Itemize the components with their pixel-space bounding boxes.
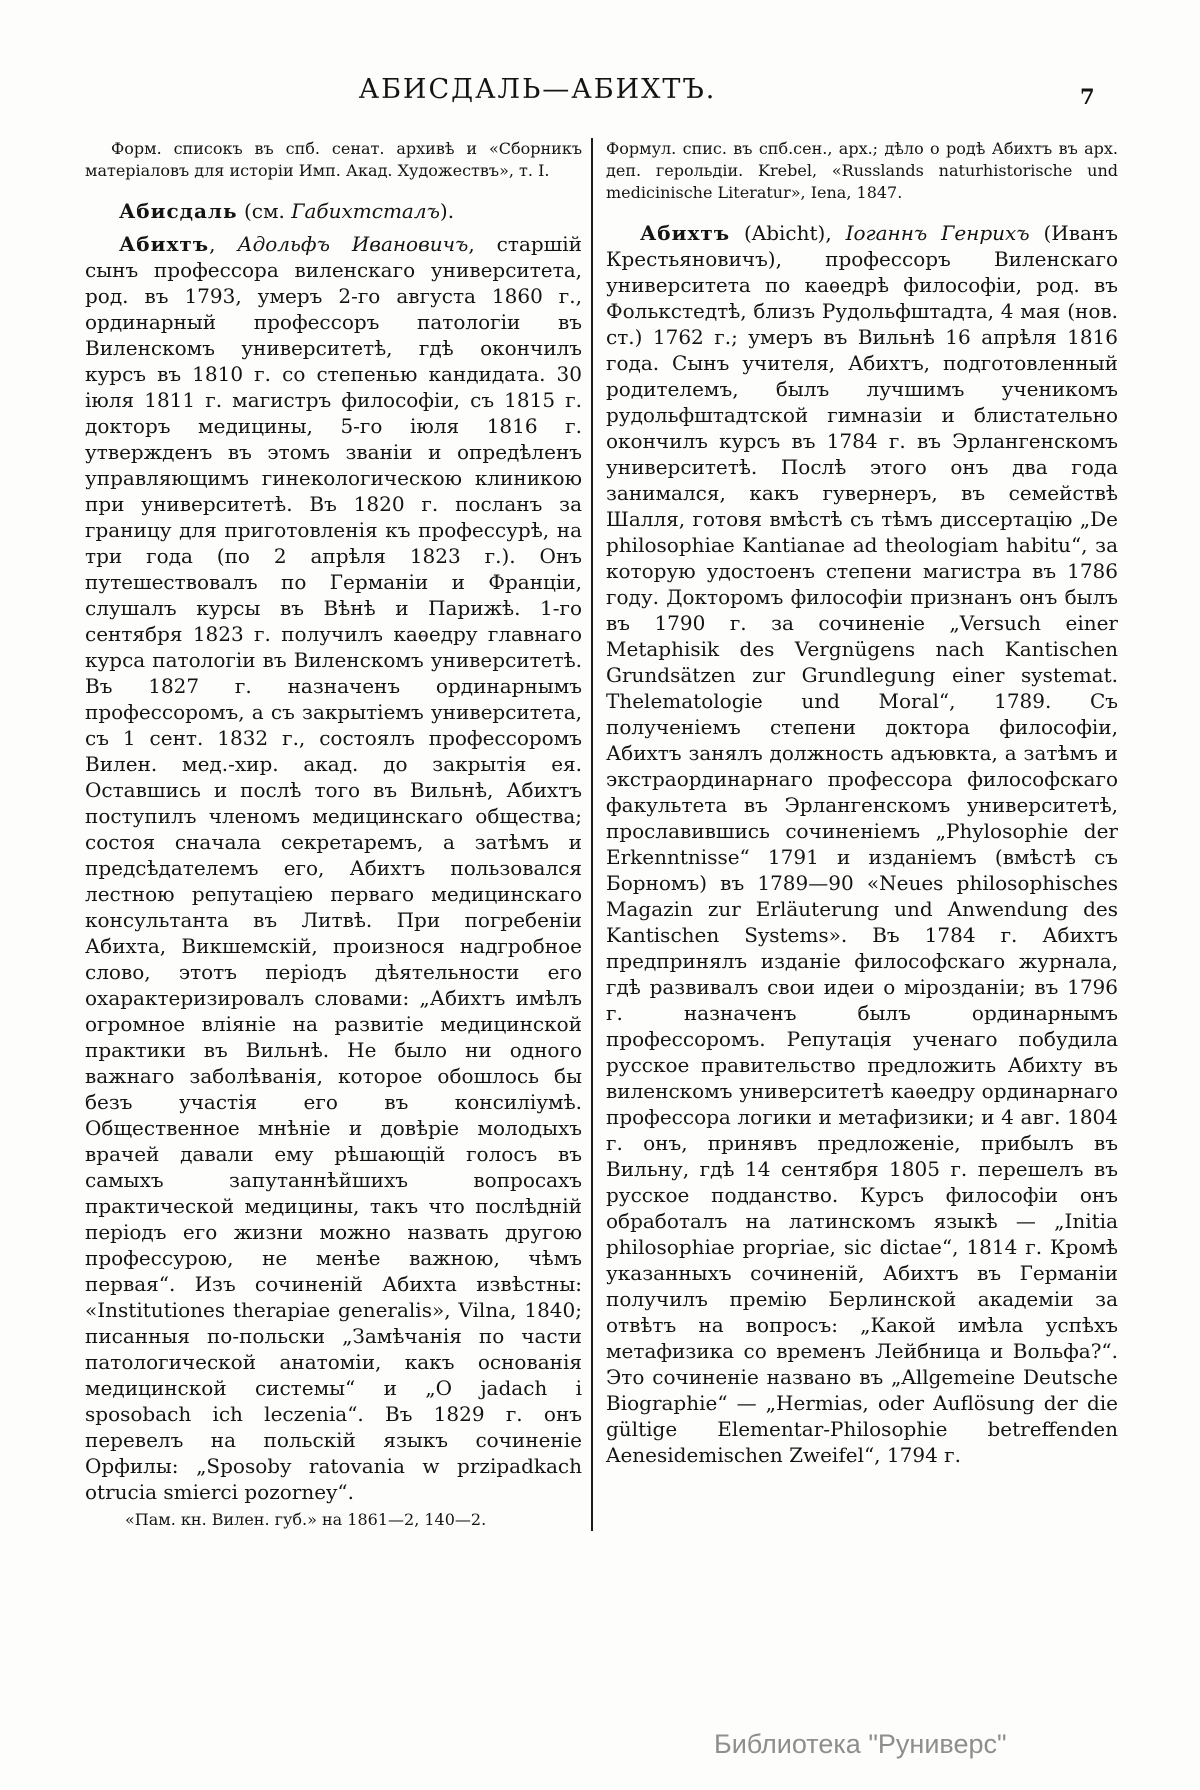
right-column (593, 138, 1118, 1531)
entry-abisdal (85, 198, 582, 224)
entry-abicht-adolf-body: , старшій сынъ профессора виленскаго университета, род. въ 1793, умеръ 2-го августа 1860 г., ординарный профессоръ патологіи въ Виленскомъ университетѣ, гдѣ окончилъ курсъ въ 1810 г. со степенью кандидата. 30 іюля 1811 г. магистръ философіи, съ 1815 г. докторъ медицины, 5-го іюля 1816 г. утвержденъ въ этомъ званіи и опредѣленъ управляющимъ гинекологическою клиникою при университетѣ. Въ 1820 г. посланъ за границу для приготовленія къ профессурѣ, на три года (по 2 апрѣля 1823 г.). Онъ путешествовалъ по Германіи и Франціи, слушалъ курсы въ Вѣнѣ и Парижѣ. 1-го сентября 1823 г. получилъ каѳедру главнаго курса патологіи въ Виленскомъ университетѣ. Въ 1827 г. назначенъ ординарнымъ профессоромъ, а съ закрытіемъ университета, съ 1 сент. 1832 г., состоялъ профессоромъ Вилен. мед.-хир. акад. до закрытія ея. Оставшись и послѣ того въ Вильнѣ, Абихтъ поступилъ членомъ медицинскаго общества; состоя сначала секретаремъ, а затѣмъ и предсѣдателемъ его, Абихтъ пользовался лестною репутаціею перваго медицинскаго консультанта въ Литвѣ. При погребеніи Абихта, Викшемскій, произнося надгробное слово, этотъ періодъ дѣятельности его охарактеризировалъ словами: „Абихтъ имѣлъ огромное вліяніе на развитіе медицинской практики въ Вильнѣ. Не было ни одного важнаго заболѣванія, которое обошлось бы безъ участія его въ консиліумѣ. Общественное мнѣніе и довѣріе молодыхъ врачей давали ему рѣшающій голосъ въ самыхъ запутаннѣйшихъ вопросахъ практической медицины, такъ что послѣдній періодъ его жизни можно назвать другою профессурою, не менѣе важною, чѣмъ первая“. Изъ сочиненій Абихта извѣстны: «Institutiones therapiae generalis», Vilna, 1840; писанныя по-польски „Замѣчанія по части патологической анатоміи, какъ основанія медицинской системы“ и „O jadach i sposobach ich leczenia“. Въ 1829 г. онъ перевелъ на польскій языкъ сочиненіе Орфилы: „Sposoby ratovania w przipadkach otrucia smierci pozorney“. (85, 232, 582, 1504)
entry-abisdal-post: ). (439, 199, 455, 223)
left-column (85, 138, 591, 1531)
headword-abicht-johann: Абихтъ (640, 221, 731, 245)
entry-abicht-adolf (85, 231, 582, 1505)
entry-abicht-johann-name: Іоганнъ Генрихъ (845, 221, 1030, 245)
entry-abicht-adolf-separator: , (209, 232, 238, 256)
headword-abisdal: Абисдаль (119, 199, 238, 223)
right-bibliographic-note: Формул. спис. въ спб.сен., арх.; дѣло о родѣ Абихтъ въ арх. деп. герольдіи. Krebel, «Russlands naturhistorische und medicinische Literatur», Iena, 1847. (606, 139, 1118, 202)
entry-abicht-johann-body: (Иванъ Крестьяновичъ), профессоръ Виленскаго университета по каѳедрѣ философіи, род. въ Фолькстедтѣ, близъ Рудольфштадта, 4 мая (нов. ст.) 1762 г.; умеръ въ Вильнѣ 16 апрѣля 1816 года. Сынъ учителя, Абихтъ, подготовленный родителемъ, былъ лучшимъ ученикомъ рудольфштадтской гимназіи и блистательно окончилъ курсъ въ 1784 г. въ Эрлангенскомъ университетѣ. Послѣ этого онъ два года занимался, какъ гувернеръ, въ семействѣ Шалля, готовя вмѣстѣ съ тѣмъ диссертацію „De philosophiae Kantianae ad theologiam habitu“, за которую удостоенъ степени магистра въ 1786 году. Докторомъ философіи признанъ онъ былъ въ 1790 г. за сочиненіе „Versuch einer Metaphisik des Vergnügens nach Kantischen Grundsätzen zur Grundlegung einer systemat. Thelematologie und Moral“, 1789. Съ полученіемъ степени доктора философіи, Абихтъ занялъ должность адъювкта, а затѣмъ и экстраординарнаго профессора философскаго факультета въ Эрлангенскомъ университетѣ, прославившись сочиненіемъ „Phylosophie der Erkenntnisse“ 1791 и изданіемъ (вмѣстѣ съ Борномъ) въ 1789—90 «Neues philosophisches Magazin zur Erläuterung und Anwendung des Kantischen Systems». Въ 1784 г. Абихтъ предпринялъ изданіе философскаго журнала, гдѣ развивалъ свои идеи о мірозданіи; въ 1796 г. назначенъ былъ ординарнымъ профессоромъ. Репутація ученаго побудила русское правительство предложить Абихту въ виленскомъ университетѣ каѳедру ординарнаго профессора логики и метафизики; и 4 авг. 1804 г. онъ, принявъ предложеніе, прибылъ въ Вильну, гдѣ 14 сентября 1805 г. перешелъ въ русское подданство. Курсъ философіи онъ обработалъ на латинскомъ языкѣ — „Initia philosophiae propriae, sic dictae“, 1814 г. Кромѣ указанныхъ сочиненій, Абихтъ въ Германіи получилъ премію Берлинской академіи за отвѣтъ на вопросъ: „Какой имѣла успѣхъ метафизика со временъ Лейбница и Вольфа?“. Это сочиненіе названо въ „Allgemeine Deutsche Biographie“ — „Hermias, oder Auflösung der die gültige Elementar-Philosophie betreffenden Aenesidemischen Zweifel“, 1794 г. (606, 221, 1118, 1467)
left-source-footnote: «Пам. кн. Вилен. губ.» на 1861—2, 140—2. (125, 1510, 487, 1529)
two-column-text-block (85, 138, 1118, 1531)
headword-abicht-adolf: Абихтъ (119, 232, 210, 256)
library-watermark: Библиотека "Руниверс" (714, 1729, 1007, 1759)
entry-abicht-johann (606, 220, 1118, 1468)
entry-abicht-adolf-name: Адольфъ Ивановичъ (237, 232, 469, 256)
entry-abicht-johann-latin: (Abicht), (730, 221, 846, 245)
page-header-title: АБИСДАЛЬ—АБИХТЪ. (358, 74, 717, 105)
left-bibliographic-note: Форм. списокъ въ спб. сенат. архивѣ и «Сборникъ матеріаловъ для исторіи Имп. Акад. Художествъ», т. I. (85, 139, 582, 180)
entry-abisdal-cross-reference: Габихтсталъ (291, 199, 440, 223)
entry-abisdal-pre: (см. (237, 199, 292, 223)
page-number: 7 (1080, 84, 1095, 109)
